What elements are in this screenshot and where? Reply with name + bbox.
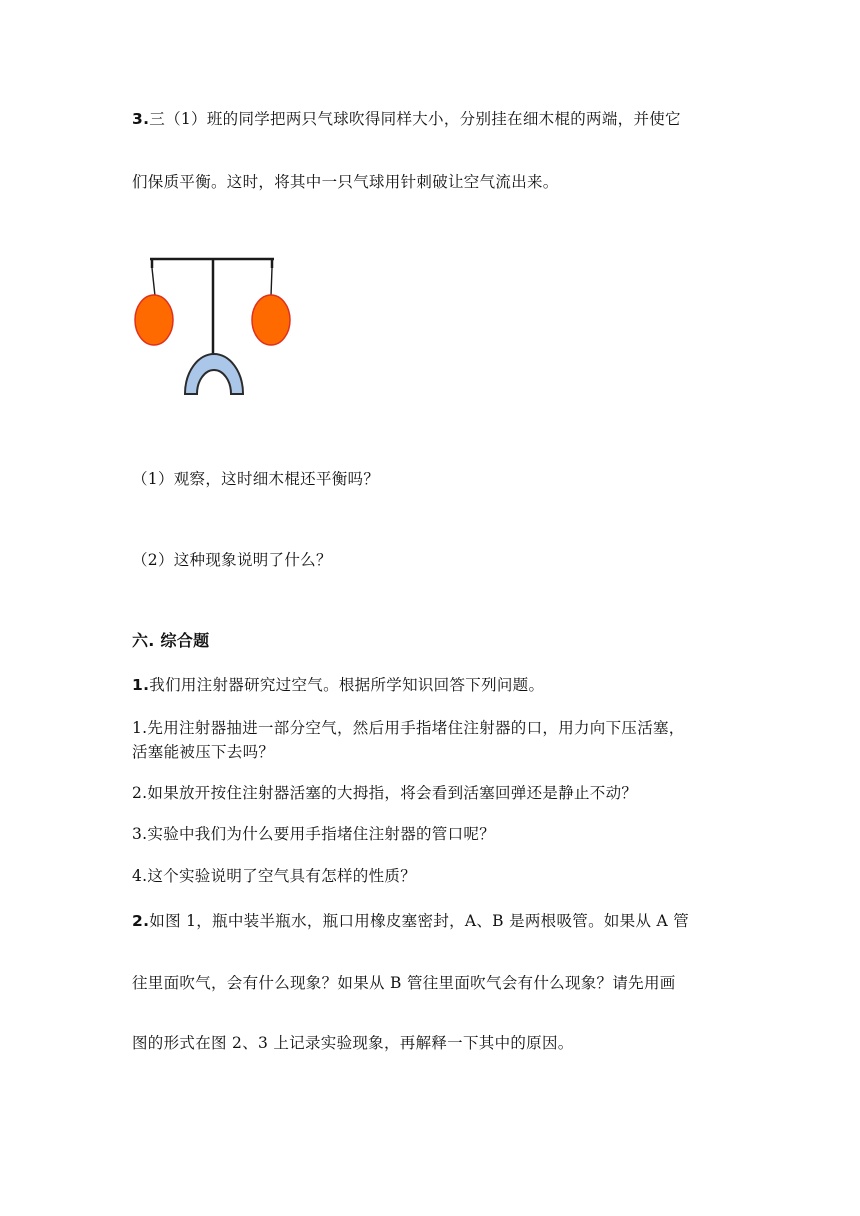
- s6-q1-item-1-cont: 活塞能被压下去吗？: [132, 743, 275, 761]
- q3-sub-1: （1）观察，这时细木棍还平衡吗？: [132, 470, 380, 488]
- s6-q2-number: 2.: [132, 912, 150, 930]
- balance-figure: [128, 250, 303, 400]
- s6-q2-line-3: 图的形式在图 2、3 上记录实验现象，再解释一下其中的原因。: [132, 1034, 574, 1052]
- arch-stand: [185, 354, 243, 394]
- q3-text-1: 三（1）班的同学把两只气球吹得同样大小，分别挂在细木棍的两端，并使它: [149, 110, 681, 128]
- q3-line-1: [132, 107, 681, 129]
- section-6-title: 六. 综合题: [132, 631, 210, 650]
- right-string: [271, 268, 272, 296]
- s6-q2-text-1: 如图 1，瓶中装半瓶水，瓶口用橡皮塞密封，A、B 是两根吸管。如果从 A 管: [149, 912, 690, 930]
- s6-q1-item-2: 2.如果放开按住注射器活塞的大拇指，将会看到活塞回弹还是静止不动？: [132, 784, 638, 802]
- q3-line-2: 们保质平衡。这时，将其中一只气球用针刺破让空气流出来。: [132, 173, 559, 191]
- s6-q2-line-2: 往里面吹气，会有什么现象？如果从 B 管往里面吹气会有什么现象？请先用画: [132, 974, 676, 992]
- right-balloon: [252, 295, 290, 345]
- s6-q1-item-1: 1.先用注射器抽进一部分空气，然后用手指堵住注射器的口，用力向下压活塞，: [132, 719, 685, 737]
- s6-q1-text: 我们用注射器研究过空气。根据所学知识回答下列问题。: [149, 676, 545, 694]
- q3-number: 3.: [132, 110, 150, 128]
- s6-q1-line: [132, 673, 544, 695]
- s6-q2-line-1: [132, 909, 689, 931]
- left-string: [152, 268, 155, 296]
- q3-sub-2: （2）这种现象说明了什么？: [132, 551, 332, 569]
- s6-q1-item-3: 3.实验中我们为什么要用手指堵住注射器的管口呢？: [132, 825, 495, 843]
- s6-q1-number: 1.: [132, 676, 150, 694]
- left-balloon: [135, 295, 173, 345]
- s6-q1-item-4: 4.这个实验说明了空气具有怎样的性质？: [132, 867, 416, 885]
